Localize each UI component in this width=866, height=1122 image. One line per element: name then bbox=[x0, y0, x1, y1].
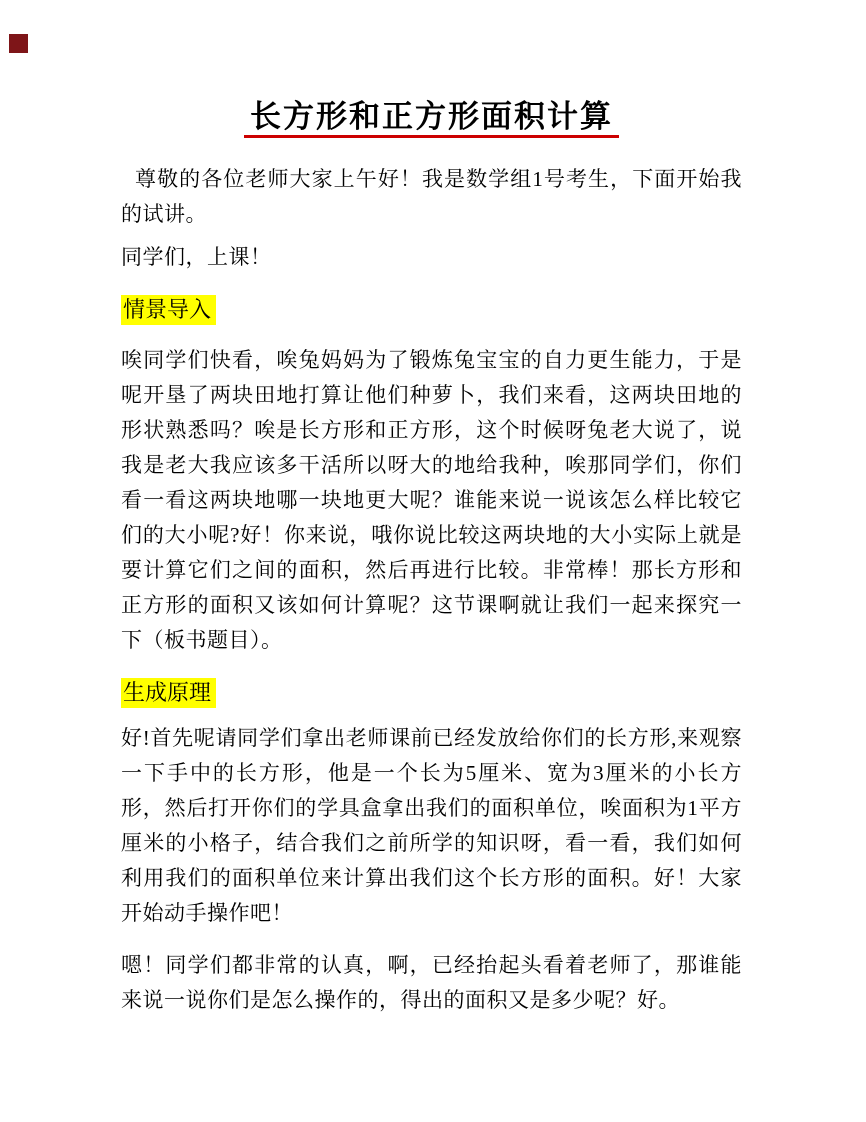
principle-paragraph-1: 好!首先呢请同学们拿出老师课前已经发放给你们的长方形,来观察一下手中的长方形，他是一个长为5厘米、宽为3厘米的小长方形，然后打开你们的学具盒拿出我们的面积单位，唉面积为1平方厘米的小格子，结合我们之前所学的知识呀，看一看，我们如何利用我们的面积单位来计算出我们这个长方形的面积。好！大家开始动手操作吧！ bbox=[121, 726, 742, 925]
section-heading-highlight: 情景导入 bbox=[121, 295, 216, 325]
intro-paragraph: 尊敬的各位老师大家上午好！我是数学组1号考生，下面开始我的试讲。 bbox=[121, 167, 742, 226]
principle-paragraph-2: 嗯！同学们都非常的认真，啊，已经抬起头看着老师了，那谁能来说一说你们是怎么操作的，得出的面积又是多少呢？好。 bbox=[121, 953, 742, 1012]
section-heading-principle bbox=[121, 678, 742, 708]
corner-mark bbox=[9, 34, 28, 53]
document-content bbox=[121, 96, 742, 1018]
section-heading-highlight: 生成原理 bbox=[121, 678, 216, 708]
page-title-text: 长方形和正方形面积计算 bbox=[244, 99, 619, 138]
page-title bbox=[121, 96, 742, 138]
greeting-paragraph: 同学们，上课！ bbox=[121, 245, 272, 269]
section-heading-scenario bbox=[121, 295, 742, 325]
scenario-paragraph: 唉同学们快看，唉兔妈妈为了锻炼兔宝宝的自力更生能力，于是呢开垦了两块田地打算让他们种萝卜，我们来看，这两块田地的形状熟悉吗？唉是长方形和正方形，这个时候呀兔老大说了，说我是老大我应该多干活所以呀大的地给我种，唉那同学们，你们看一看这两块地哪一块地更大呢？谁能来说一说该怎么样比较它们的大小呢?好！你来说，哦你说比较这两块地的大小实际上就是要计算它们之间的面积，然后再进行比较。非常棒！那长方形和正方形的面积又该如何计算呢？这节课啊就让我们一起来探究一下（板书题目）。 bbox=[121, 348, 742, 652]
